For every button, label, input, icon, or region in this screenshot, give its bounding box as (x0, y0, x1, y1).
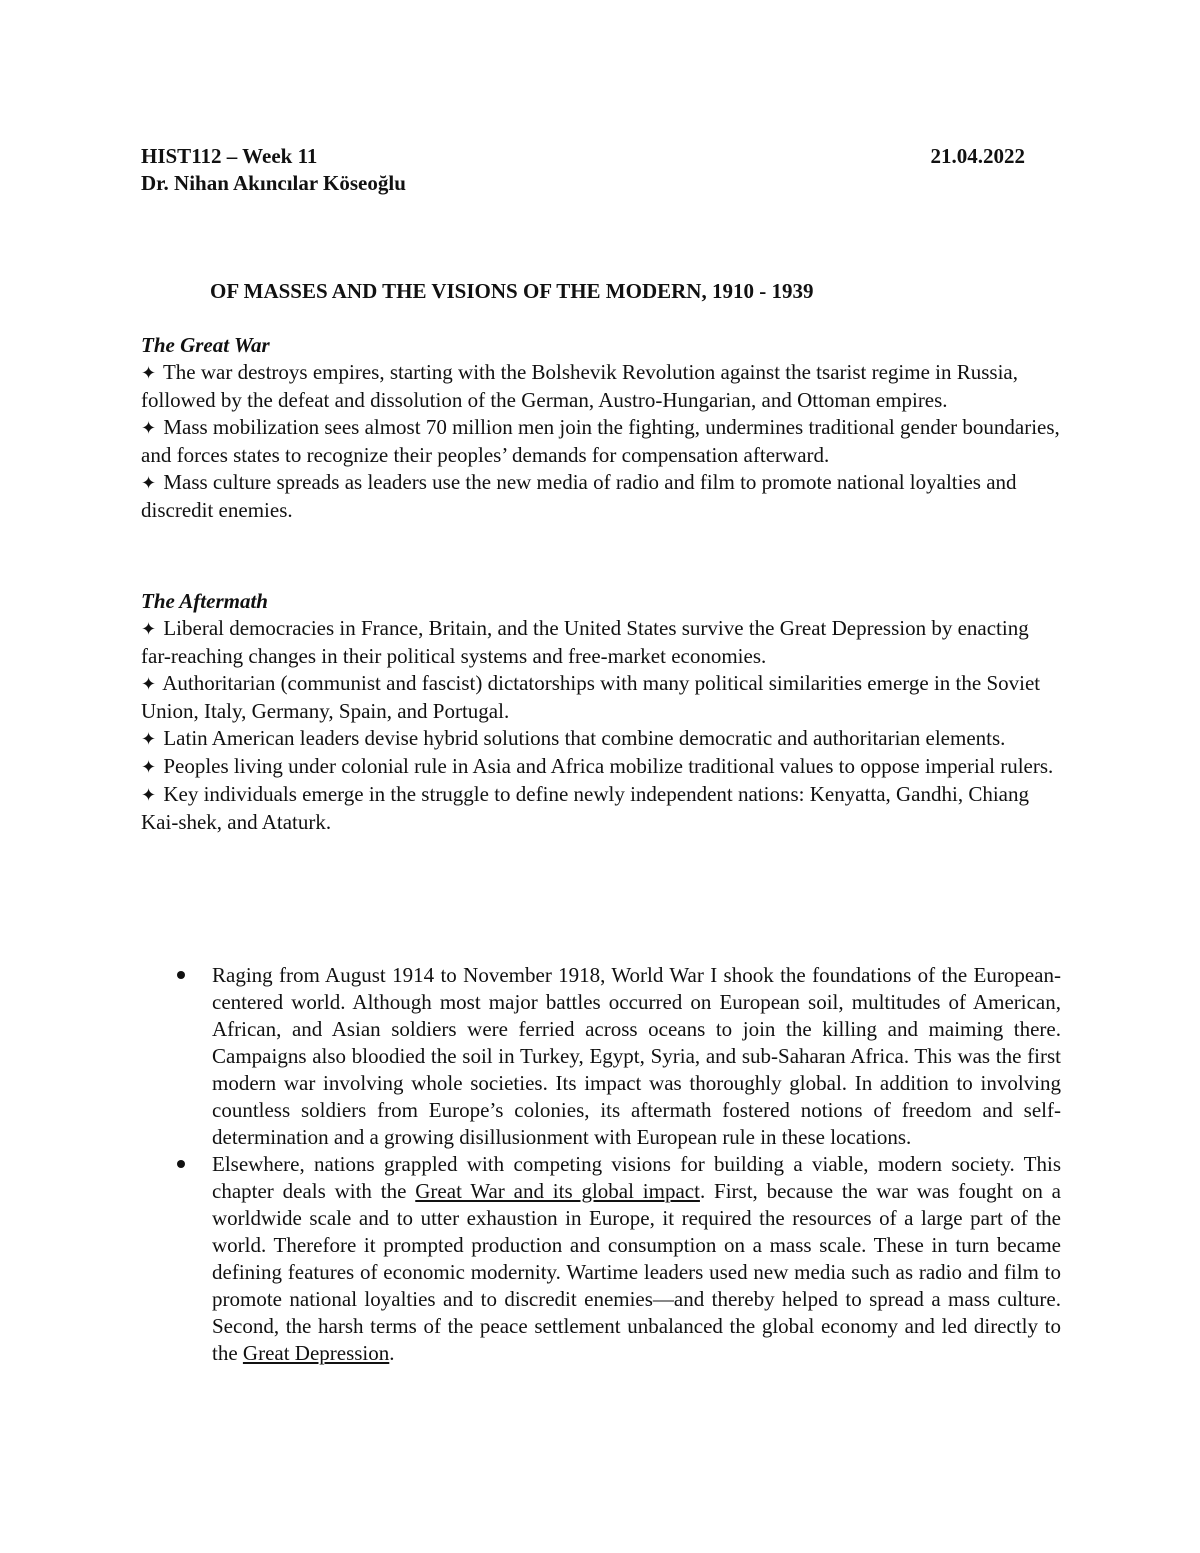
star-bullet-icon: ✦ (141, 418, 157, 439)
bullet-dot-icon (177, 1160, 185, 1168)
list-item (141, 962, 1061, 1151)
summary-point-text: Peoples living under colonial rule in Asia and Africa mobilize traditional values to oppose imperial rulers. (163, 754, 1054, 778)
list-item-text: Raging from August 1914 to November 1918, World War I shook the foundations of the European-centered world. Although most major battles occurred on European soil, multitudes of American, African, and Asian soldiers were ferried across oceans to join the killing and maiming there. Campaigns also bloodied the soil in Turkey, Egypt, Syria, and sub-Saharan Africa. This was the first modern war involving whole societies. Its impact was thoroughly global. In addition to involving countless soldiers from Europe’s colonies, its aftermath fostered notions of freedom and self-determination and a growing disillusionment with European rule in these locations. (212, 963, 1061, 1149)
summary-point-text: The war destroys empires, starting with the Bolshevik Revolution against the tsarist regime in Russia, followed by the defeat and dissolution of the German, Austro-Hungarian, and Ottoman empires. (141, 360, 1018, 412)
summary-point (141, 670, 1061, 725)
summary-point-text: Liberal democracies in France, Britain, and the United States survive the Great Depression by enacting far-reaching changes in their political systems and free-market economies. (141, 616, 1029, 668)
list-item (141, 1151, 1061, 1367)
course-code: HIST112 – Week 11 (141, 144, 318, 168)
summary-point (141, 725, 1061, 753)
list-item-text: Elsewhere, nations grappled with competing visions for building a viable, modern society. This chapter deals with the (212, 1152, 1061, 1203)
summary-point-text: Mass culture spreads as leaders use the new media of radio and film to promote national loyalties and discredit enemies. (141, 470, 1017, 522)
section-great-war (141, 332, 1061, 524)
lecture-date: 21.04.2022 (930, 144, 1025, 168)
star-bullet-icon: ✦ (141, 473, 157, 494)
star-bullet-icon: ✦ (141, 757, 157, 778)
list-item-text: . First, because the war was fought on a worldwide scale and to utter exhaustion in Europe, it required the resources of a large part of the world. Therefore it prompted production and consumption on a mass scale. These in turn became defining features of economic modernity. Wartime leaders used new media such as radio and film to promote national loyalties and to discredit enemies—and thereby helped to spread a mass culture. Second, the harsh terms of the peace settlement unbalanced the global economy and led directly to the (212, 1179, 1061, 1365)
star-bullet-icon: ✦ (141, 729, 157, 750)
summary-point (141, 753, 1061, 781)
list-item-text: . (389, 1341, 395, 1365)
section-aftermath (141, 588, 1061, 836)
section-heading: The Aftermath (141, 589, 268, 613)
summary-point-text: Mass mobilization sees almost 70 million men join the fighting, undermines traditional gender boundaries, and forces states to recognize their peoples’ demands for compensation afterward. (141, 415, 1060, 467)
header-row-instructor (141, 170, 1025, 197)
summary-point (141, 781, 1061, 836)
summary-point (141, 359, 1061, 414)
star-bullet-icon: ✦ (141, 785, 157, 806)
header-row-course (141, 143, 1025, 170)
summary-point (141, 469, 1061, 524)
star-bullet-icon: ✦ (141, 674, 157, 695)
section-heading: The Great War (141, 333, 270, 357)
summary-point-text: Key individuals emerge in the struggle to define newly independent nations: Kenyatta, Gandhi, Chiang Kai-shek, and Ataturk. (141, 782, 1029, 834)
summary-point-text: Latin American leaders devise hybrid solutions that combine democratic and authoritarian elements. (163, 726, 1006, 750)
star-bullet-icon: ✦ (141, 363, 157, 384)
bullet-list (141, 962, 1061, 1367)
star-bullet-icon: ✦ (141, 619, 157, 640)
great-war-link[interactable]: Great War and its global impact (415, 1179, 700, 1203)
summary-point-text: Authoritarian (communist and fascist) dictatorships with many political similarities emerge in the Soviet Union, Italy, Germany, Spain, and Portugal. (141, 671, 1041, 723)
document-title: OF MASSES AND THE VISIONS OF THE MODERN, 1910 - 1939 (210, 279, 814, 303)
great-depression-link[interactable]: Great Depression (242, 1341, 390, 1365)
summary-point (141, 414, 1061, 469)
instructor-name: Dr. Nihan Akıncılar Köseoğlu (141, 171, 406, 195)
bullet-dot-icon (177, 971, 185, 979)
summary-point (141, 615, 1061, 670)
